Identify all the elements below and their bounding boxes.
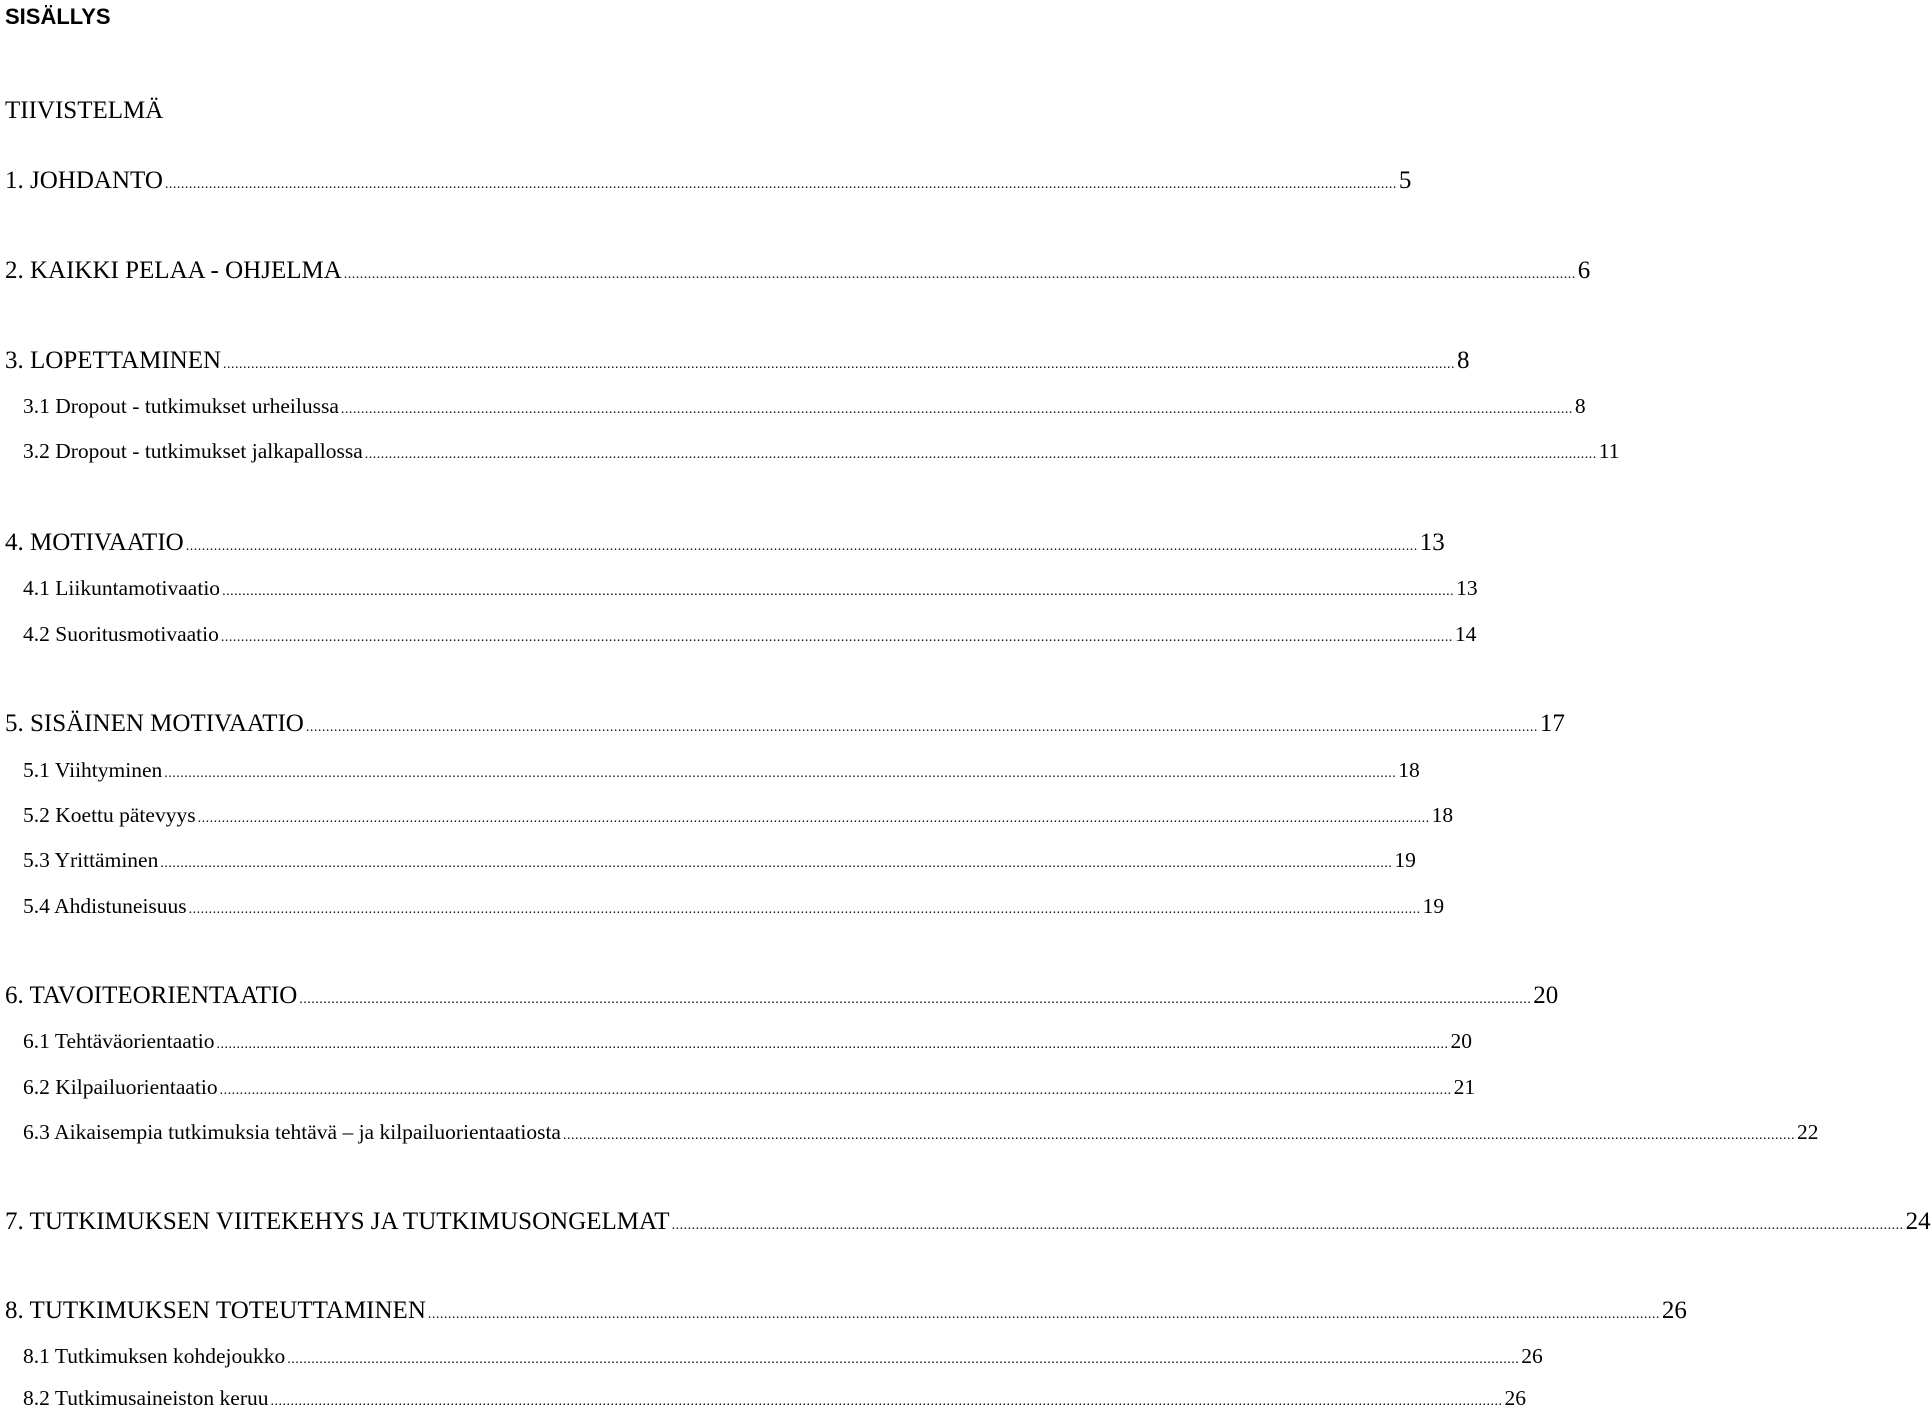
toc-entry-title: 8. TUTKIMUKSEN TOTEUTTAMINEN <box>5 1297 426 1324</box>
toc-dot-leader <box>299 985 1531 1015</box>
toc-entry-4-2[interactable] <box>23 619 1477 649</box>
toc-dot-leader <box>341 395 1573 425</box>
toc-dot-leader <box>306 713 1538 743</box>
toc-entry-6[interactable] <box>5 981 1559 1011</box>
toc-entry-4-1[interactable] <box>23 573 1478 603</box>
toc-entry-title: 2. KAIKKI PELAA - OHJELMA <box>5 257 342 284</box>
toc-entry-title: 4.2 Suoritusmotivaatio <box>23 622 219 646</box>
toc-entry-title: 5. SISÄINEN MOTIVAATIO <box>5 710 304 737</box>
toc-dot-leader <box>223 350 1455 380</box>
toc-page-number: 8 <box>1574 394 1586 418</box>
toc-entry-4[interactable] <box>5 528 1445 558</box>
toc-page-number: 13 <box>1419 529 1445 556</box>
toc-entry-title: 3.2 Dropout - tutkimukset jalkapallossa <box>23 439 363 463</box>
toc-entry-5-3[interactable] <box>23 845 1416 875</box>
toc-entry-title: 8.1 Tutkimuksen kohdejoukko <box>23 1344 286 1368</box>
toc-page-number: 17 <box>1539 710 1565 737</box>
toc-page-number: 20 <box>1450 1029 1473 1053</box>
toc-page-number: 6 <box>1577 257 1591 284</box>
toc-dot-leader <box>189 895 1421 925</box>
toc-page-number: 8 <box>1457 347 1470 374</box>
toc-entry-title: 4. MOTIVAATIO <box>5 529 184 556</box>
toc-entry-title: 4.1 Liikuntamotivaatio <box>23 576 221 600</box>
toc-page-number: 19 <box>1422 894 1445 918</box>
toc-dot-leader <box>165 170 1397 200</box>
toc-dot-leader <box>186 532 1418 562</box>
toc-entry-title: 5.1 Viihtyminen <box>23 758 163 782</box>
toc-entry-title: 1. JOHDANTO <box>5 167 163 194</box>
toc-page-number: 24 <box>1905 1208 1931 1235</box>
toc-page-number: 26 <box>1504 1386 1526 1410</box>
toc-page-number: 21 <box>1453 1075 1476 1099</box>
toc-dot-leader <box>270 1387 1502 1417</box>
toc-abstract-heading[interactable]: TIIVISTELMÄ <box>5 97 164 124</box>
toc-page-number: 14 <box>1454 622 1477 646</box>
toc-entry-title: 8.2 Tutkimusaineiston keruu <box>23 1386 269 1410</box>
toc-page-number: 19 <box>1394 848 1416 872</box>
toc-entry-title: 6.2 Kilpailuorientaatio <box>23 1075 218 1099</box>
toc-entry-7[interactable] <box>5 1207 1931 1237</box>
toc-entry-5-4[interactable] <box>23 891 1445 921</box>
toc-page-number: 18 <box>1431 803 1454 827</box>
toc-entry-title: 3.1 Dropout - tutkimukset urheilussa <box>23 394 339 418</box>
toc-entry-5-2[interactable] <box>23 800 1454 830</box>
toc-dot-leader <box>672 1211 1904 1241</box>
toc-entry-title: 3. LOPETTAMINEN <box>5 347 222 374</box>
toc-entry-8[interactable] <box>5 1296 1687 1326</box>
toc-entry-3-1[interactable] <box>23 391 1586 421</box>
toc-page-number: 26 <box>1661 1297 1687 1324</box>
toc-dot-leader <box>217 1030 1449 1060</box>
toc-entry-3[interactable] <box>5 346 1470 376</box>
toc-entry-title: 6.1 Tehtäväorientaatio <box>23 1029 215 1053</box>
page-title: SISÄLLYS <box>5 4 111 29</box>
toc-entry-5[interactable] <box>5 709 1565 739</box>
toc-page-number: 20 <box>1533 982 1559 1009</box>
toc-entry-title: 5.2 Koettu pätevyys <box>23 803 196 827</box>
toc-entry-2[interactable] <box>5 256 1591 286</box>
toc-page-number: 5 <box>1398 167 1412 194</box>
toc-entry-title: 6.3 Aikaisempia tutkimuksia tehtävä – ja kilpailuorientaatiosta <box>23 1120 561 1144</box>
toc-page-number: 13 <box>1456 576 1478 600</box>
toc-entry-title: 6. TAVOITEORIENTAATIO <box>5 982 298 1009</box>
toc-entry-title: 5.3 Yrittäminen <box>23 848 159 872</box>
toc-dot-leader <box>428 1300 1660 1330</box>
toc-entry-5-1[interactable] <box>23 755 1420 785</box>
toc-dot-leader <box>563 1121 1795 1151</box>
toc-dot-leader <box>220 1076 1452 1106</box>
toc-page-number: 22 <box>1796 1120 1819 1144</box>
toc-entry-title: 7. TUTKIMUKSEN VIITEKEHYS JA TUTKIMUSONGELMAT <box>5 1208 670 1235</box>
toc-dot-leader <box>365 440 1597 470</box>
toc-dot-leader <box>164 759 1396 789</box>
toc-entry-8-1[interactable] <box>23 1341 1543 1371</box>
toc-dot-leader <box>221 623 1453 653</box>
toc-entry-3-2[interactable] <box>23 436 1620 466</box>
toc-dot-leader <box>222 577 1454 607</box>
toc-dot-leader <box>160 849 1392 879</box>
toc-page-number: 11 <box>1598 439 1620 463</box>
toc-entry-title: 5.4 Ahdistuneisuus <box>23 894 187 918</box>
toc-page-number: 18 <box>1398 758 1420 782</box>
toc-entry-8-2[interactable] <box>23 1383 1526 1413</box>
toc-entry-1[interactable] <box>5 166 1412 196</box>
toc-dot-leader <box>198 804 1430 834</box>
toc-entry-6-2[interactable] <box>23 1072 1476 1102</box>
toc-dot-leader <box>287 1345 1519 1375</box>
toc-entry-6-1[interactable] <box>23 1026 1473 1056</box>
toc-entry-6-3[interactable] <box>23 1117 1819 1147</box>
toc-dot-leader <box>344 260 1576 290</box>
toc-page-number: 26 <box>1521 1344 1543 1368</box>
